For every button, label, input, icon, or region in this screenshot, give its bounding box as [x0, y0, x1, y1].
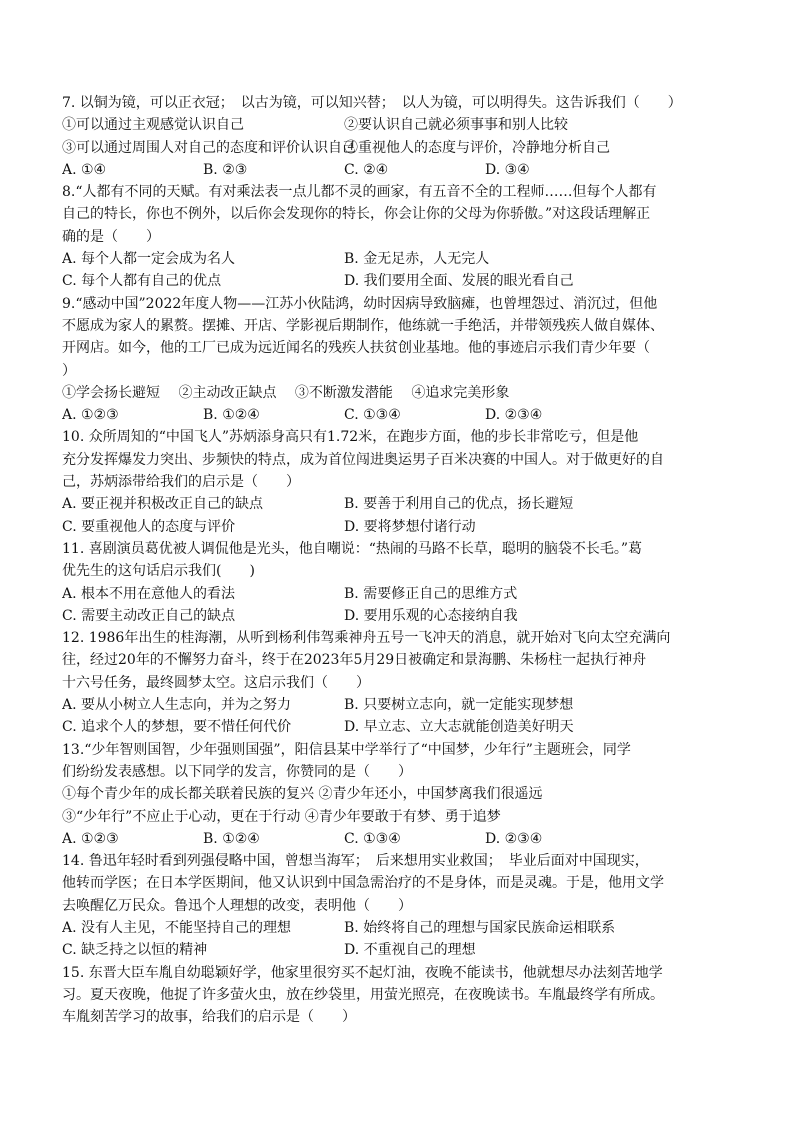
- statement-row: ①每个青少年的成长都关联着民族的复兴 ②青少年还小，中国梦离我们很遥远: [62, 786, 543, 803]
- option-b: B. ②③: [203, 161, 248, 178]
- option-d: D. 早立志、立大志就能创造美好明天: [344, 719, 574, 736]
- options-row: [62, 917, 742, 939]
- question-7: [62, 92, 742, 181]
- question-11: [62, 538, 742, 627]
- question-15: [62, 962, 742, 1029]
- question-stem-line: 十六号任务，最终圆梦太空。这启示我们（ ）: [62, 674, 370, 691]
- statement-row: ③“少年行”不应止于心动，更在于行动 ④青少年要敢于有梦、勇于追梦: [62, 808, 501, 825]
- question-stem-line: 去唤醒亿万民众。鲁迅个人理想的改变，表明他（ ）: [62, 897, 412, 914]
- question-stem-line: 充分发挥爆发力突出、步频快的特点，成为首位闯进奥运男子百米决赛的中国人。对于做更好的自: [62, 451, 664, 468]
- statement-row: [62, 114, 742, 136]
- options-row: [62, 493, 742, 515]
- option-a: A. 要从小树立人生志向，并为之努力: [62, 697, 292, 714]
- question-8: [62, 181, 742, 292]
- options-row: [62, 828, 742, 850]
- option-a: A. 没有人主见，不能坚持自己的理想: [62, 919, 292, 936]
- question-stem-line: 8.“人都有不同的天赋。有对乘法表一点儿都不灵的画家，有五音不全的工程师……但每个人都有: [62, 184, 657, 201]
- option-b: B. ①②④: [203, 407, 260, 424]
- statement-row: [62, 137, 742, 159]
- options-row: [62, 694, 742, 716]
- question-stem-line: 习。夏天夜晚，他捉了许多萤火虫，放在纱袋里，用萤光照亮，在夜晚读书。车胤最终学有所成。: [62, 986, 664, 1003]
- question-stem-line: 15. 东晋大臣车胤自幼聪颖好学，他家里很穷买不起灯油，夜晚不能读书，他就想尽办法刻苦地学: [62, 964, 663, 981]
- option-a: A. ①④: [62, 161, 107, 178]
- question-stem-line: 开网店。如今，他的工厂已成为远近闻名的残疾人扶贫创业基地。他的事迹启示我们青少年要（: [62, 340, 650, 357]
- options-row: [62, 248, 742, 270]
- option-c: C. ①③④: [344, 407, 401, 424]
- option-d: D. 要将梦想付诸行动: [344, 518, 476, 535]
- options-row: [62, 404, 742, 426]
- question-stem-line: 14. 鲁迅年轻时看到列强侵略中国，曾想当海军； 后来想用实业救国； 毕业后面对中国现实，: [62, 853, 649, 870]
- option-d: D. 我们要用全面、发展的眼光看自己: [344, 273, 574, 290]
- question-stem-line: 11. 喜剧演员葛优被人调侃他是光头，他自嘲说：“热闹的马路不长草，聪明的脑袋不长毛。”葛: [62, 540, 643, 557]
- question-stem-line: 9.“感动中国”2022年度人物——江苏小伙陆鸿，幼时因病导致脑瘫，也曾埋怨过、消沉过，但他: [62, 295, 658, 312]
- option-b: B. 金无足赤，人无完人: [344, 251, 490, 268]
- option-a: A. 根本不用在意他人的看法: [62, 585, 236, 602]
- option-a: A. 要正视并积极改正自己的缺点: [62, 496, 264, 513]
- option-b: B. ①②④: [203, 830, 260, 847]
- option-b: B. 要善于利用自己的优点，扬长避短: [344, 496, 574, 513]
- options-row: [62, 583, 742, 605]
- options-row: [62, 270, 742, 292]
- option-a: A. ①②③: [62, 407, 119, 424]
- options-row: [62, 716, 742, 738]
- question-stem-line: 己，苏炳添带给我们的启示是（ ）: [62, 474, 300, 491]
- question-stem-line: 确的是（ ）: [62, 228, 160, 245]
- option-d: D. ②③④: [485, 830, 543, 847]
- options-row: [62, 516, 742, 538]
- question-stem-line: 不愿成为家人的累赘。摆摊、开店、学影视后期制作，他练就一手绝活，并带领残疾人做自媒体、: [62, 317, 664, 334]
- option-c: C. 缺乏持之以恒的精神: [62, 942, 208, 959]
- statement: ④重视他人的态度与评价，冷静地分析自己: [344, 139, 610, 156]
- question-stem-line: 们纷纷发表感想。以下同学的发言，你赞同的是（ ）: [62, 763, 412, 780]
- option-c: C. ①③④: [344, 830, 401, 847]
- question-12: [62, 627, 742, 738]
- option-d: D. ②③④: [485, 407, 543, 424]
- question-9: [62, 293, 742, 427]
- question-14: [62, 850, 742, 961]
- statement: ③可以通过周围人对自己的态度和评价认识自己: [62, 139, 356, 156]
- option-a: A. ①②③: [62, 830, 119, 847]
- question-stem-line: 10. 众所周知的“中国飞人”苏炳添身高只有1.72米，在跑步方面，他的步长非常吃亏，但是他: [62, 429, 639, 446]
- option-c: C. 每个人都有自己的优点: [62, 273, 222, 290]
- question-stem-line: 他转而学医；在日本学医期间，他又认识到中国急需治疗的不是身体，而是灵魂。于是，他用文学: [62, 875, 664, 892]
- statement: ②要认识自己就必须事事和别人比较: [344, 117, 568, 134]
- question-stem-line: 7. 以铜为镜，可以正衣冠； 以古为镜，可以知兴替； 以人为镜，可以明得失。这告诉我们（ ）: [62, 95, 682, 111]
- option-d: D. 要用乐观的心态接纳自我: [344, 607, 518, 624]
- option-b: B. 始终将自己的理想与国家民族命运相联系: [344, 919, 616, 936]
- option-b: B. 需要修正自己的思维方式: [344, 585, 518, 602]
- question-stem-line: 优先生的这句话启示我们( ): [62, 563, 255, 580]
- question-stem-line: ）: [62, 362, 76, 379]
- option-d: D. ③④: [485, 161, 530, 178]
- options-row: [62, 605, 742, 627]
- statement: ①可以通过主观感觉认识自己: [62, 117, 244, 134]
- question-10: [62, 426, 742, 537]
- statement-row: ①学会扬长避短 ②主动改正缺点 ③不断激发潜能 ④追求完美形象: [62, 384, 510, 401]
- question-13: [62, 739, 742, 850]
- question-list: [62, 92, 742, 1028]
- option-a: A. 每个人都一定会成为名人: [62, 251, 236, 268]
- question-stem-line: 车胤刻苦学习的故事，给我们的启示是（ ）: [62, 1009, 356, 1026]
- question-stem-line: 往，经过20年的不懈努力奋斗，终于在2023年5月29日被确定和景海鹏、朱杨柱一起执行神舟: [62, 652, 647, 669]
- options-row: [62, 939, 742, 961]
- option-c: C. ②④: [344, 161, 389, 178]
- option-c: C. 要重视他人的态度与评价: [62, 518, 236, 535]
- question-stem-line: 13.“少年智则国智，少年强则国强”，阳信县某中学举行了“中国梦，少年行”主题班会，同学: [62, 741, 631, 758]
- option-c: C. 需要主动改正自己的缺点: [62, 607, 236, 624]
- option-b: B. 只要树立志向，就一定能实现梦想: [344, 697, 574, 714]
- question-stem-line: 自己的特长，你也不例外，以后你会发现你的特长，你会让你的父母为你骄傲。”对这段话理解正: [62, 206, 651, 223]
- option-d: D. 不重视自己的理想: [344, 942, 476, 959]
- question-stem-line: 12. 1986年出生的桂海潮，从听到杨利伟驾乘神舟五号一飞冲天的消息，就开始对飞向太空充满向: [62, 630, 671, 647]
- option-c: C. 追求个人的梦想，要不惜任何代价: [62, 719, 292, 736]
- options-row: [62, 159, 742, 181]
